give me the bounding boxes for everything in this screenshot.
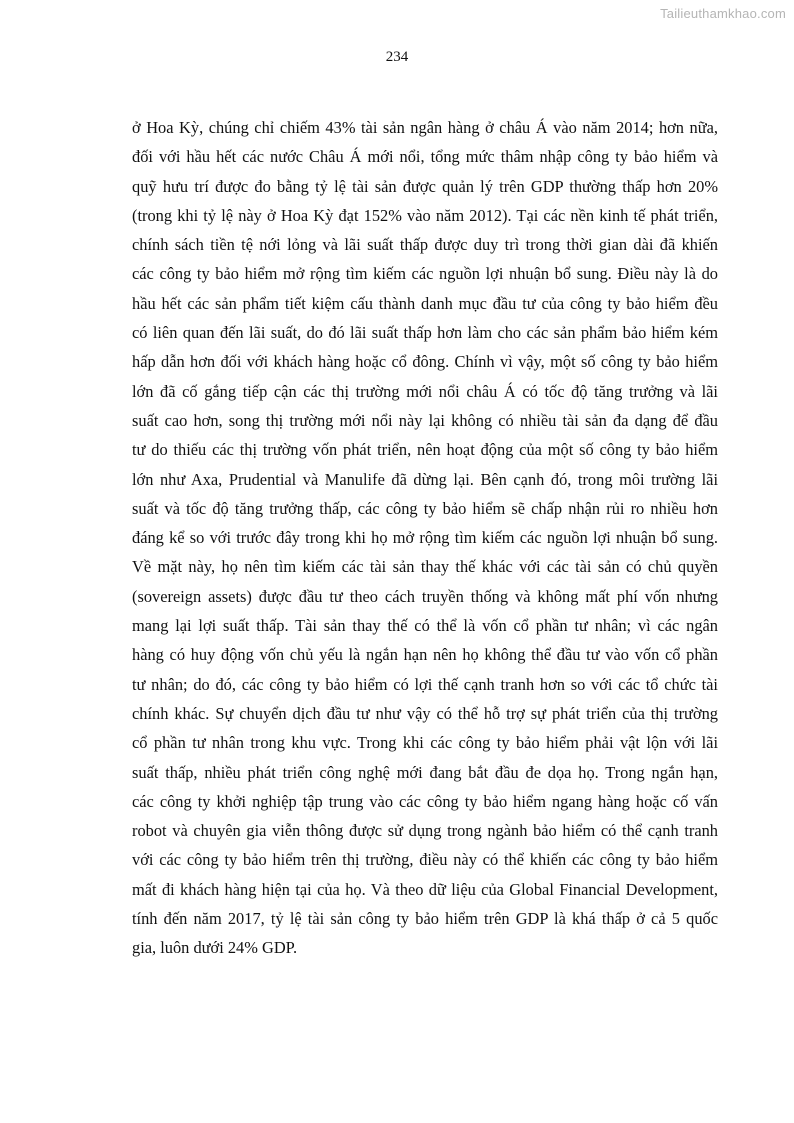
text-line: mang lại lợi suất thấp. Tài sản thay thế có thể là vốn cổ phần tư nhân; vì các ngân [132,616,718,636]
page-number: 234 [385,49,409,65]
text-line: lớn như Axa, Prudential và Manulife đã dừng lại. Bên cạnh đó, trong môi trường lãi [132,469,718,489]
text-line: chính khác. Sự chuyển dịch đầu tư như vậy có thể hỗ trợ sự phát triển của thị trường [132,703,718,723]
text-line: mất đi khách hàng hiện tại của họ. Và theo dữ liệu của Global Financial Development, [132,879,718,899]
text-line: hấp dẫn hơn đối với khách hàng hoặc cổ đông. Chính vì vậy, một số công ty bảo hiểm [132,352,718,372]
text-line: Về mặt này, họ nên tìm kiếm các tài sản thay thế khác với các tài sản có chủ quyền [132,557,718,577]
text-line: suất cao hơn, song thị trường mới nổi này lại không có nhiều tài sản đa dạng để đầu [132,410,718,430]
text-line: chính sách tiền tệ nới lỏng và lãi suất thấp được duy trì trong thời gian dài đã khiến [132,235,718,255]
text-line: lớn đã cố gắng tiếp cận các thị trường mới nổi châu Á có tốc độ tăng trưởng và lãi [132,381,718,401]
text-line: đáng kể so với trước đây trong khi họ mở rộng tìm kiếm các nguồn lợi nhuận bổ sung. [132,528,718,548]
text-line: (trong khi tỷ lệ này ở Hoa Kỳ đạt 152% vào năm 2012). Tại các nền kinh tế phát triển, [132,205,718,225]
text-line: suất và tốc độ tăng trưởng thấp, các công ty bảo hiểm sẽ chấp nhận rủi ro nhiều hơn [132,498,718,518]
text-line: hàng có huy động vốn chủ yếu là ngắn hạn nên họ không thể đầu tư vào vốn cổ phần [132,645,718,665]
text-line: suất thấp, nhiều phát triển công nghệ mới đang bắt đầu đe dọa họ. Trong ngắn hạn, [132,762,718,782]
watermark: Tailieuthamkhao.com [660,6,786,21]
body-paragraph [132,113,718,963]
text-line: ở Hoa Kỳ, chúng chỉ chiếm 43% tài sản ngân hàng ở châu Á vào năm 2014; hơn nữa, [132,118,718,137]
text-line: quỹ hưu trí được đo bằng tỷ lệ tài sản được quản lý trên GDP thường thấp hơn 20% [132,176,718,196]
text-line: tư nhân; do đó, các công ty bảo hiểm có lợi thế cạnh tranh hơn so với các tổ chức tài [132,674,718,694]
text-line: hầu hết các sản phẩm tiết kiệm cấu thành danh mục đầu tư của công ty bảo hiểm đều [132,293,718,313]
text-line: robot và chuyên gia viễn thông được sử dụng trong ngành bảo hiểm có thể cạnh tranh [132,821,718,841]
text-line: tính đến năm 2017, tỷ lệ tài sản công ty bảo hiểm trên GDP là khá thấp ở cả 5 quốc [132,909,718,929]
text-line: các công ty bảo hiểm mở rộng tìm kiếm các nguồn lợi nhuận bổ sung. Điều này là do [132,264,718,284]
text-line: với các công ty bảo hiểm trên thị trường, điều này có thể khiến các công ty bảo hiểm [132,850,718,870]
text-line: tư do thiếu các thị trường vốn phát triển, nên hoạt động của một số công ty bảo hiểm [132,440,718,460]
text-line: (sovereign assets) được đầu tư theo cách truyền thống và không mất phí vốn nhưng [132,586,718,606]
text-line: cổ phần tư nhân trong khu vực. Trong khi các công ty bảo hiểm phải vật lộn với lãi [132,733,718,753]
text-line: có liên quan đến lãi suất, do đó lãi suất thấp hơn làm cho các sản phẩm bảo hiểm kém [132,323,718,343]
text-line: gia, luôn dưới 24% GDP. [132,938,298,958]
text-line: đối với hầu hết các nước Châu Á mới nổi, tổng mức thâm nhập công ty bảo hiểm và [132,147,718,167]
text-line: các công ty khởi nghiệp tập trung vào các công ty bảo hiểm ngang hàng hoặc cố vấn [132,791,718,811]
